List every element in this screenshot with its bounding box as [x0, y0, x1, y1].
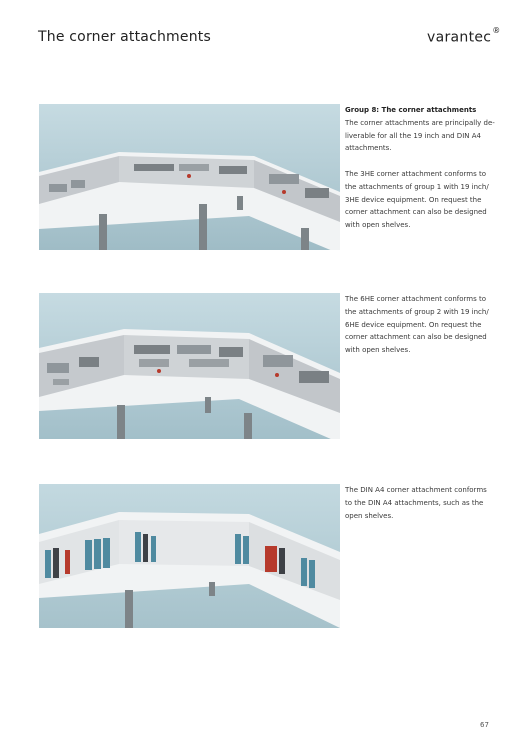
6he-paragraph: The 6HE corner attachment conforms to the attachments of group 2 with 19 inch/ 6HE device equipment. On request the corner attachment can also be designed with open shelves.: [345, 295, 489, 355]
photo-3he-corner-attachment: [39, 104, 340, 250]
brand-name: varantec: [427, 29, 492, 46]
section-heading: [345, 104, 495, 155]
group-8-heading: Group 8: The corner attachments: [345, 106, 477, 114]
page-number: 67: [480, 721, 489, 729]
section-6he-corner-attachment: [345, 293, 495, 357]
registered-mark: ®: [492, 26, 501, 35]
page-title: The corner attachments: [38, 29, 211, 45]
section-corner-attachments: [345, 104, 495, 232]
din-a4-paragraph: The DIN A4 corner attachment conforms to the DIN A4 attachments, such as the open shelves.: [345, 486, 487, 520]
section-din-a4-corner-attachment: [345, 484, 495, 522]
brand-logo: [427, 26, 501, 46]
intro-paragraph: The corner attachments are principally de-liverable for all the 19 inch and DIN A4 attachments.: [345, 118, 495, 153]
photo-6he-corner-attachment: [39, 293, 340, 439]
3he-paragraph: The 3HE corner attachment conforms to the attachments of group 1 with 19 inch/ 3HE device equipment. On request the corner attachment can also be designed with open shelves.: [345, 169, 489, 230]
photo-din-a4-corner-attachment: [39, 484, 340, 628]
